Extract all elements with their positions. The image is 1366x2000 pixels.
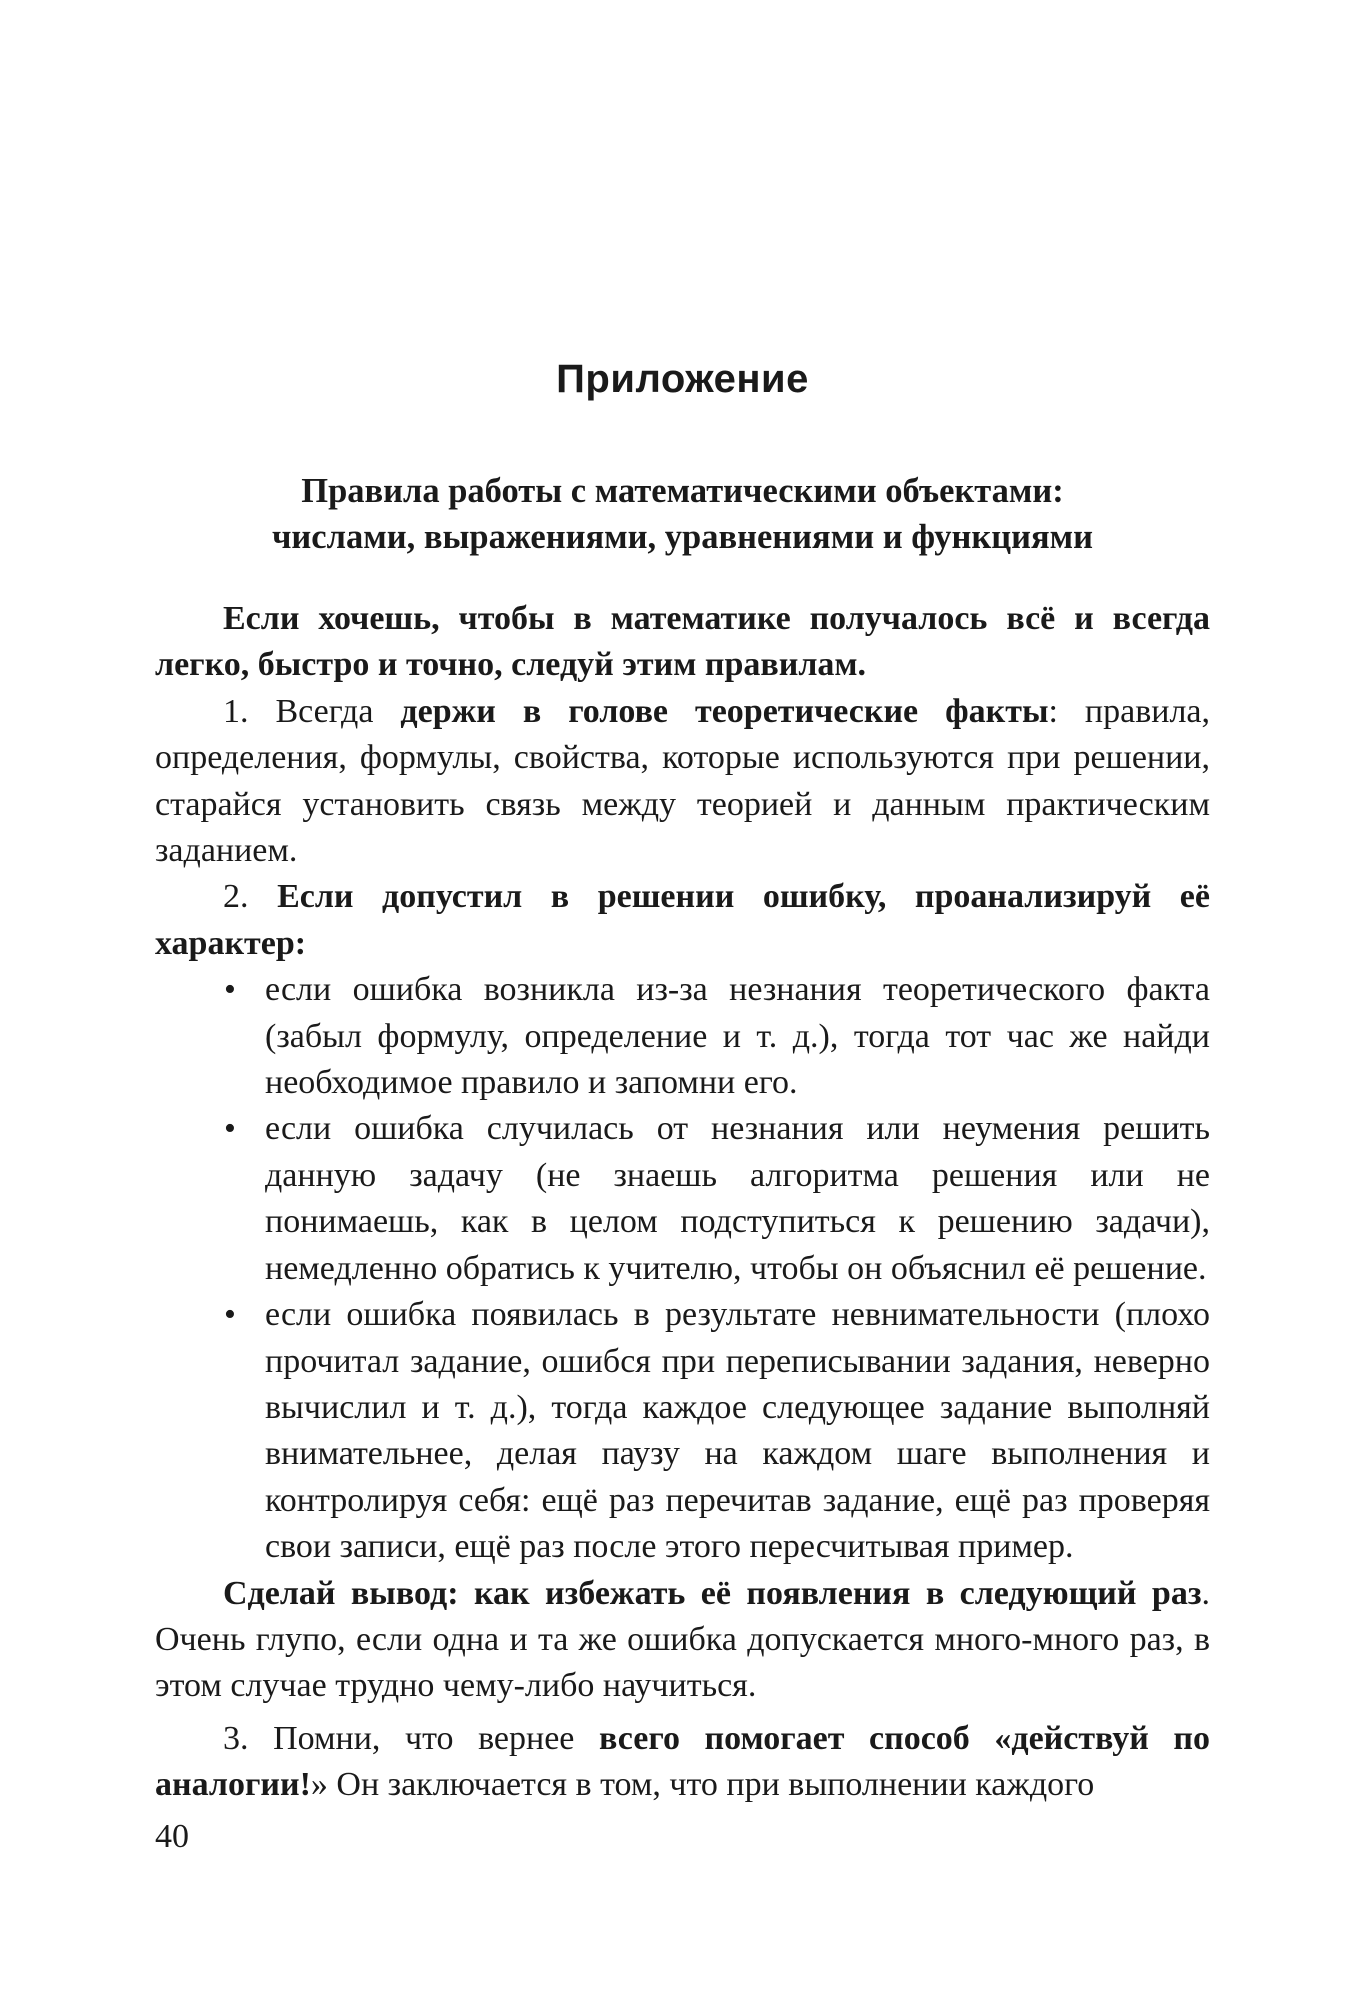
rule-1-number: 1. bbox=[223, 692, 249, 730]
section-title-line-1: Правила работы с математическими объектами: bbox=[301, 472, 1064, 510]
rule-2-conclusion-rest: . Очень глупо, если одна и та же ошибка допускается много-много раз, в этом случае трудно чему-либо научиться. bbox=[155, 1574, 1210, 1705]
rule-2-number: 2. bbox=[223, 878, 249, 916]
rule-1-rest: : правила, определения, формулы, свойства, которые используются при решении, старайся установить связь между теорией и данным практическим заданием. bbox=[155, 692, 1211, 870]
rule-3-lead: Помни, что вернее bbox=[273, 1719, 575, 1757]
bullet-item bbox=[155, 1292, 1210, 1570]
bullet-text: если ошибка появилась в результате невнимательности (плохо прочитал задание, ошибся при переписывании задания, неверно вычислил и т. д.), тогда каждое следующее задание выполняй внимательнее, делая паузу на каждом шаге выполнения и контролируя себя: ещё раз перечитав задание, ещё раз проверяя свои записи, ещё раз после этого пересчитывая пример. bbox=[265, 1296, 1210, 1566]
bullet-item bbox=[155, 967, 1210, 1106]
body-text bbox=[155, 596, 1210, 1809]
rule-3-rest: » Он заключается в том, что при выполнении каждого bbox=[310, 1766, 1095, 1804]
rule-2-conclusion bbox=[155, 1571, 1210, 1710]
bullet-text: если ошибка случилась от незнания или неумения решить данную задачу (не знаешь алгоритма решения или не понимаешь, как в целом подступиться к решению задачи), немедленно обратись к учителю, чтобы он объяснил её решение. bbox=[265, 1110, 1210, 1287]
intro-paragraph bbox=[155, 596, 1210, 689]
rule-1-lead: Всегда bbox=[275, 692, 374, 730]
bullet-icon: • bbox=[224, 1296, 236, 1334]
rule-2-bold: Если допустил в решении ошибку, проанализируй её характер: bbox=[155, 878, 1210, 962]
page-number: 40 bbox=[155, 1818, 189, 1855]
rule-3-number: 3. bbox=[223, 1719, 249, 1757]
document-page bbox=[155, 0, 1210, 2000]
rule-1-paragraph bbox=[155, 689, 1210, 875]
section-title-line-2: числами, выражениями, уравнениями и функциями bbox=[271, 518, 1094, 556]
intro-text: Если хочешь, чтобы в математике получалось всё и всегда легко, быстро и точно, следуй этим правилам. bbox=[155, 600, 1210, 684]
bullet-text: если ошибка возникла из-за незнания теоретического факта (забыл формулу, определение и т. д.), тогда тот час же найди необходимое правило и запомни его. bbox=[265, 971, 1210, 1102]
bullet-icon: • bbox=[224, 1110, 236, 1148]
rule-2-paragraph bbox=[155, 874, 1210, 967]
bullet-item bbox=[155, 1106, 1210, 1292]
bullet-icon: • bbox=[224, 971, 236, 1009]
rule-2-conclusion-bold: Сделай вывод: как избежать её появления в следующий раз bbox=[223, 1574, 1202, 1612]
appendix-title: Приложение bbox=[556, 357, 809, 401]
rule-1-bold: держи в голове теоретические факты bbox=[400, 692, 1049, 730]
rule-2-bullet-list bbox=[155, 967, 1210, 1570]
rule-3-paragraph bbox=[155, 1716, 1210, 1809]
section-title bbox=[155, 468, 1210, 560]
rule-3-bold: всего помогает способ «действуй по аналогии! bbox=[155, 1719, 1211, 1804]
